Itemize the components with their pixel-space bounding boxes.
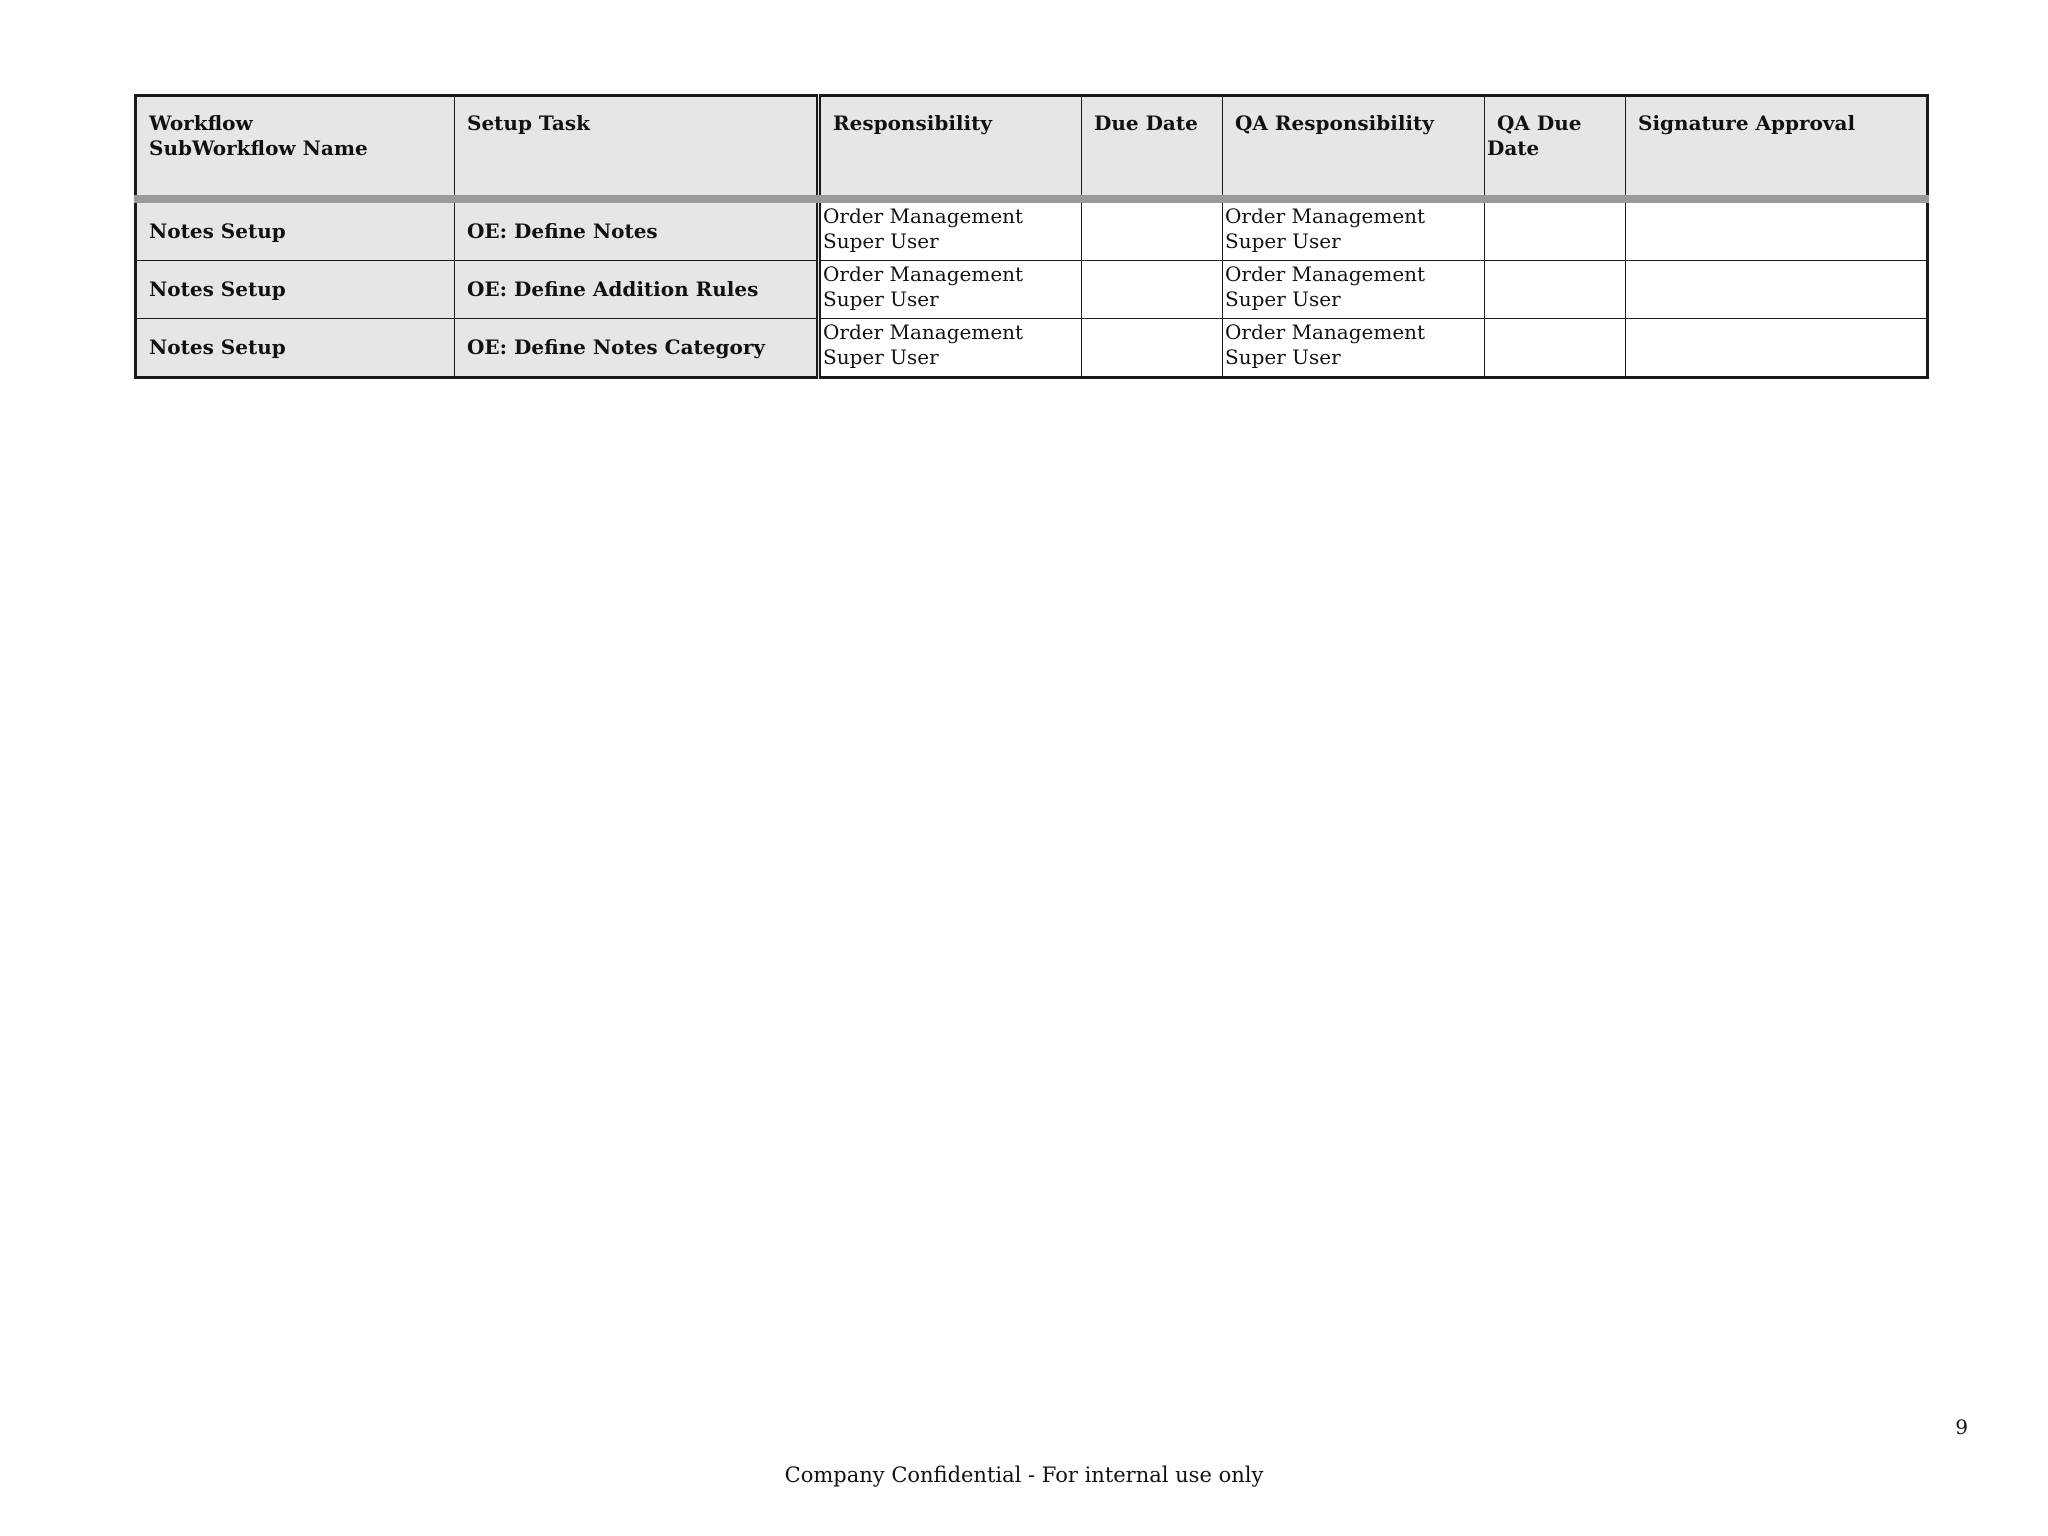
- qa-due-date-cell: [1485, 261, 1626, 319]
- header-qa-responsibility: QA Responsibility: [1223, 96, 1485, 200]
- header-workflow-line2: SubWorkflow Name: [149, 136, 368, 160]
- setup-task-cell: OE: Define Addition Rules: [455, 261, 819, 319]
- qa-due-date-cell: [1485, 319, 1626, 378]
- setup-task-cell: OE: Define Notes: [455, 199, 819, 261]
- qa-responsibility-cell: Order Management Super User: [1223, 319, 1485, 378]
- qa-responsibility-cell: Order Management Super User: [1223, 199, 1485, 261]
- qa-responsibility-cell: Order Management Super User: [1223, 261, 1485, 319]
- signature-approval-cell: [1626, 319, 1928, 378]
- header-qa-due-date: [1485, 96, 1626, 200]
- due-date-cell: [1082, 319, 1223, 378]
- responsibility-cell: Order Management Super User: [819, 199, 1082, 261]
- table-header-row: [136, 96, 1928, 200]
- workflow-cell: Notes Setup: [136, 319, 455, 378]
- table-row: [136, 319, 1928, 378]
- due-date-cell: [1082, 199, 1223, 261]
- table-row: [136, 261, 1928, 319]
- signature-approval-cell: [1626, 199, 1928, 261]
- header-signature-approval: Signature Approval: [1626, 96, 1928, 200]
- qa-due-date-cell: [1485, 199, 1626, 261]
- header-setup-task: Setup Task: [455, 96, 819, 200]
- signature-approval-cell: [1626, 261, 1928, 319]
- confidentiality-footer: Company Confidential - For internal use only: [784, 1463, 1264, 1487]
- responsibility-cell: Order Management Super User: [819, 319, 1082, 378]
- setup-task-cell: OE: Define Notes Category: [455, 319, 819, 378]
- workflow-cell: Notes Setup: [136, 261, 455, 319]
- header-due-date: Due Date: [1082, 96, 1223, 200]
- header-qa-due-line1: QA Due: [1497, 111, 1582, 135]
- header-workflow-name: [136, 96, 455, 200]
- setup-task-table: [134, 94, 1929, 379]
- page-number: 9: [1955, 1415, 1968, 1439]
- workflow-cell: Notes Setup: [136, 199, 455, 261]
- header-workflow-line1: Workflow: [149, 111, 253, 135]
- table-row: [136, 199, 1928, 261]
- setup-task-sheet: [134, 94, 1926, 379]
- responsibility-cell: Order Management Super User: [819, 261, 1082, 319]
- header-qa-due-line2: Date: [1487, 136, 1540, 160]
- due-date-cell: [1082, 261, 1223, 319]
- header-responsibility: Responsibility: [819, 96, 1082, 200]
